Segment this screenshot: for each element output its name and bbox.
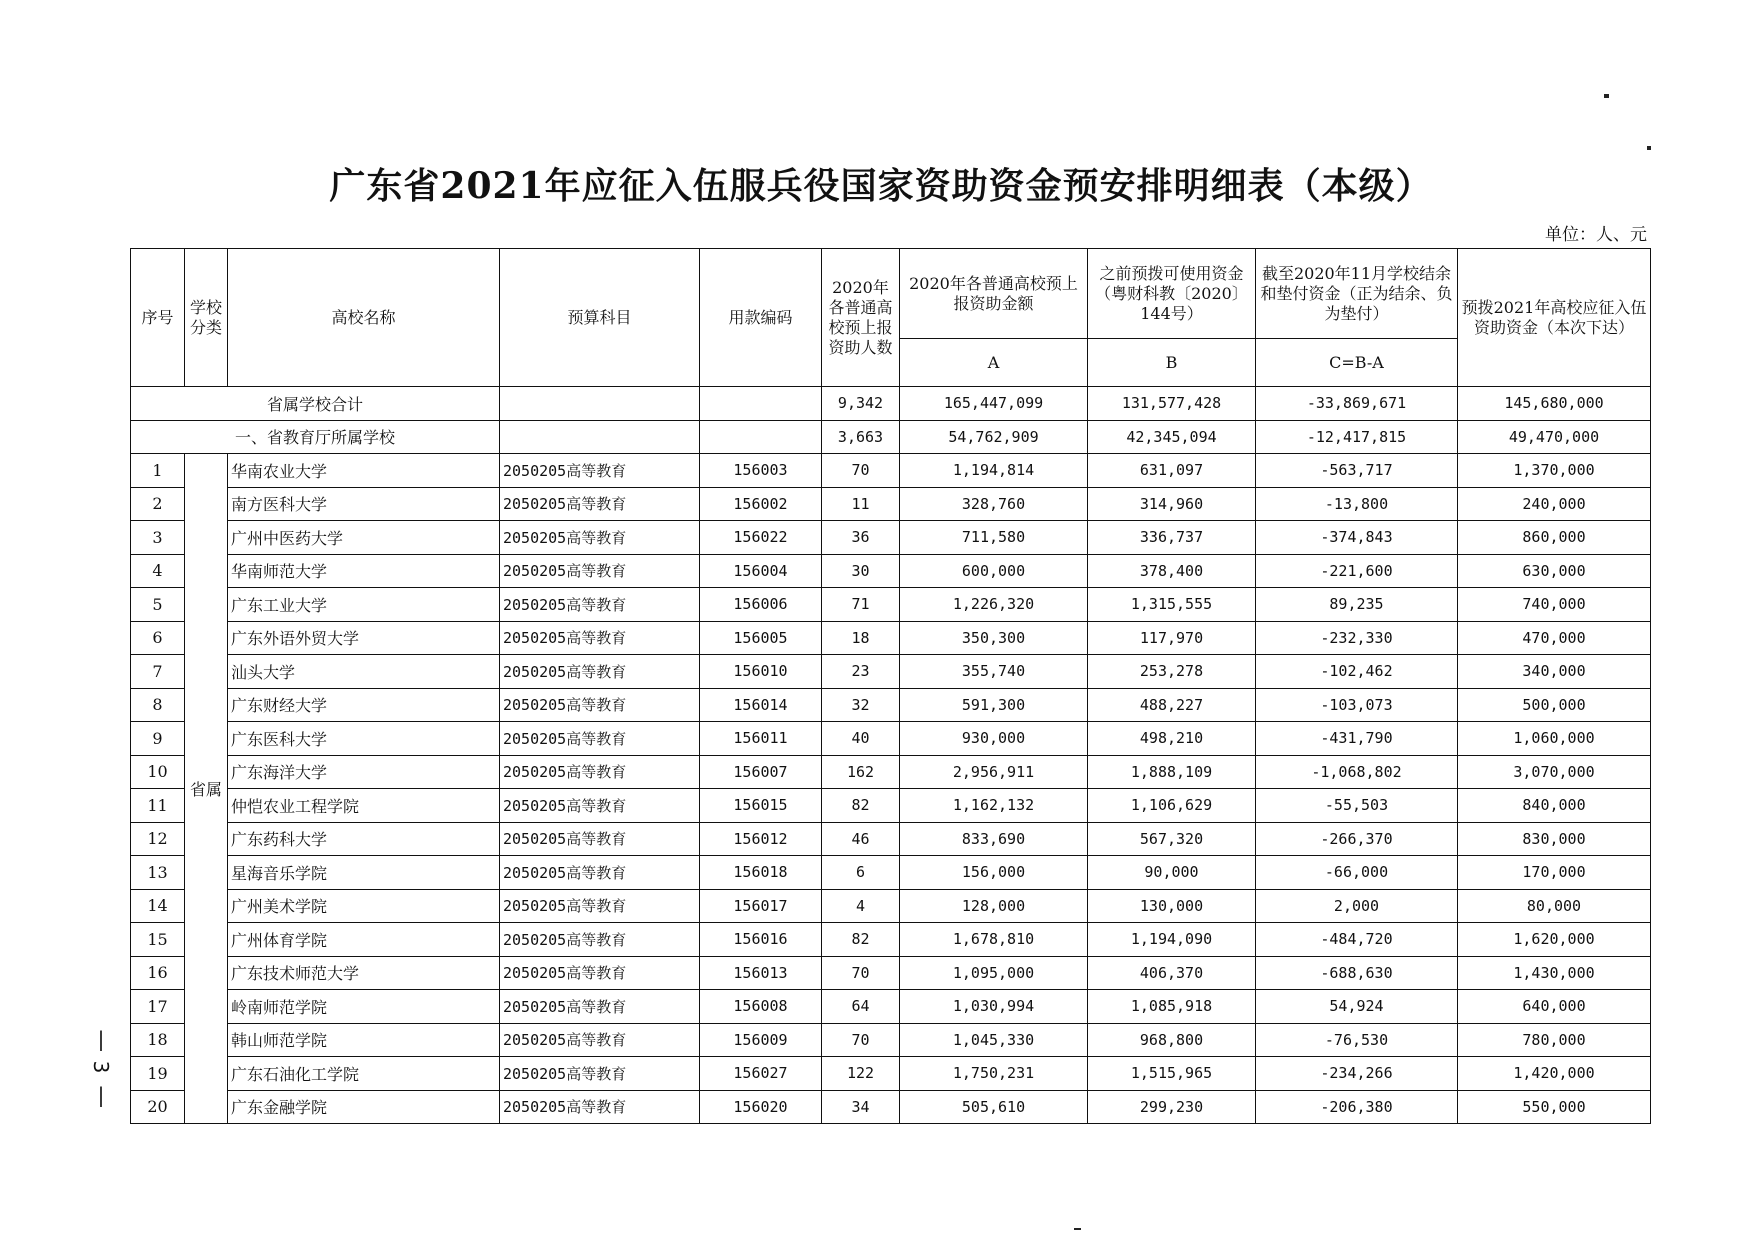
- row-amount-c: -66,000: [1256, 856, 1458, 890]
- row-amount-c: -431,790: [1256, 722, 1458, 756]
- row-count: 82: [822, 923, 900, 957]
- row-amount-d: 1,420,000: [1458, 1057, 1651, 1091]
- row-amount-c: -221,600: [1256, 554, 1458, 588]
- row-seq: 8: [131, 688, 185, 722]
- row-count: 71: [822, 588, 900, 622]
- header-count: 2020年各普通高校预上报资助人数: [822, 249, 900, 387]
- row-school: 广州体育学院: [228, 923, 500, 957]
- scan-speck: [1604, 94, 1609, 98]
- row-seq: 14: [131, 889, 185, 923]
- summary-code: [700, 420, 822, 454]
- table-row: [131, 789, 1651, 823]
- budget-table: [130, 248, 1651, 1124]
- row-amount-d: 1,620,000: [1458, 923, 1651, 957]
- row-subject: 2050205高等教育: [500, 588, 700, 622]
- row-code: 156007: [700, 755, 822, 789]
- summary-count: 9,342: [822, 387, 900, 421]
- row-amount-a: 1,030,994: [900, 990, 1088, 1024]
- row-amount-b: 631,097: [1088, 454, 1256, 488]
- row-school: 广东技术师范大学: [228, 956, 500, 990]
- table-row: [131, 688, 1651, 722]
- row-school: 广东外语外贸大学: [228, 621, 500, 655]
- header-code: 用款编码: [700, 249, 822, 387]
- row-code: 156012: [700, 822, 822, 856]
- row-amount-b: 1,106,629: [1088, 789, 1256, 823]
- row-subject: 2050205高等教育: [500, 889, 700, 923]
- row-seq: 1: [131, 454, 185, 488]
- row-count: 70: [822, 454, 900, 488]
- row-school: 仲恺农业工程学院: [228, 789, 500, 823]
- row-seq: 2: [131, 487, 185, 521]
- table-row: [131, 1090, 1651, 1124]
- row-subject: 2050205高等教育: [500, 1090, 700, 1124]
- row-amount-c: -484,720: [1256, 923, 1458, 957]
- table-row: [131, 1023, 1651, 1057]
- row-subject: 2050205高等教育: [500, 454, 700, 488]
- row-subject: 2050205高等教育: [500, 655, 700, 689]
- row-seq: 11: [131, 789, 185, 823]
- row-amount-b: 1,515,965: [1088, 1057, 1256, 1091]
- summary-amount-a: 165,447,099: [900, 387, 1088, 421]
- row-amount-c: -266,370: [1256, 822, 1458, 856]
- table-row: [131, 454, 1651, 488]
- row-count: 11: [822, 487, 900, 521]
- row-count: 40: [822, 722, 900, 756]
- row-amount-c: 89,235: [1256, 588, 1458, 622]
- row-subject: 2050205高等教育: [500, 1023, 700, 1057]
- row-amount-b: 130,000: [1088, 889, 1256, 923]
- header-amount-b: 之前预拨可使用资金（粤财科教〔2020〕144号）: [1088, 249, 1256, 339]
- row-amount-c: -232,330: [1256, 621, 1458, 655]
- row-seq: 18: [131, 1023, 185, 1057]
- row-amount-d: 500,000: [1458, 688, 1651, 722]
- header-category: 学校分类: [185, 249, 228, 387]
- row-code: 156022: [700, 521, 822, 555]
- summary-subject: [500, 387, 700, 421]
- summary-amount-b: 42,345,094: [1088, 420, 1256, 454]
- summary-row-total: [131, 387, 1651, 421]
- row-school: 广东工业大学: [228, 588, 500, 622]
- row-seq: 16: [131, 956, 185, 990]
- row-school: 广东海洋大学: [228, 755, 500, 789]
- row-code: 156027: [700, 1057, 822, 1091]
- row-amount-d: 640,000: [1458, 990, 1651, 1024]
- row-count: 70: [822, 1023, 900, 1057]
- row-code: 156013: [700, 956, 822, 990]
- row-amount-c: -55,503: [1256, 789, 1458, 823]
- row-amount-b: 1,315,555: [1088, 588, 1256, 622]
- row-amount-d: 630,000: [1458, 554, 1651, 588]
- row-subject: 2050205高等教育: [500, 822, 700, 856]
- row-code: 156014: [700, 688, 822, 722]
- table-row: [131, 990, 1651, 1024]
- table-row: [131, 487, 1651, 521]
- row-amount-c: -76,530: [1256, 1023, 1458, 1057]
- row-seq: 4: [131, 554, 185, 588]
- row-subject: 2050205高等教育: [500, 1057, 700, 1091]
- row-school: 广州中医药大学: [228, 521, 500, 555]
- row-seq: 15: [131, 923, 185, 957]
- table-row: [131, 1057, 1651, 1091]
- row-code: 156020: [700, 1090, 822, 1124]
- page-title: 广东省2021年应征入伍服兵役国家资助资金预安排明细表（本级）: [329, 165, 1433, 207]
- row-amount-d: 3,070,000: [1458, 755, 1651, 789]
- row-amount-b: 253,278: [1088, 655, 1256, 689]
- row-count: 64: [822, 990, 900, 1024]
- table-row: [131, 856, 1651, 890]
- row-count: 30: [822, 554, 900, 588]
- row-amount-c: -374,843: [1256, 521, 1458, 555]
- row-amount-b: 406,370: [1088, 956, 1256, 990]
- summary-amount-c: -33,869,671: [1256, 387, 1458, 421]
- row-amount-c: -206,380: [1256, 1090, 1458, 1124]
- row-amount-b: 1,085,918: [1088, 990, 1256, 1024]
- row-amount-a: 2,956,911: [900, 755, 1088, 789]
- header-school: 高校名称: [228, 249, 500, 387]
- header-sub-b: B: [1088, 339, 1256, 387]
- row-amount-c: -13,800: [1256, 487, 1458, 521]
- row-seq: 17: [131, 990, 185, 1024]
- row-amount-b: 1,888,109: [1088, 755, 1256, 789]
- table-row: [131, 755, 1651, 789]
- row-subject: 2050205高等教育: [500, 621, 700, 655]
- row-subject: 2050205高等教育: [500, 487, 700, 521]
- row-school: 广东药科大学: [228, 822, 500, 856]
- row-school: 华南农业大学: [228, 454, 500, 488]
- row-seq: 10: [131, 755, 185, 789]
- row-subject: 2050205高等教育: [500, 856, 700, 890]
- row-amount-d: 470,000: [1458, 621, 1651, 655]
- row-amount-c: -563,717: [1256, 454, 1458, 488]
- page-number: | 3 |: [89, 1027, 113, 1107]
- row-school: 华南师范大学: [228, 554, 500, 588]
- row-subject: 2050205高等教育: [500, 923, 700, 957]
- header-amount-d: 预拨2021年高校应征入伍资助资金（本次下达）: [1458, 249, 1651, 387]
- row-amount-a: 505,610: [900, 1090, 1088, 1124]
- row-amount-a: 1,194,814: [900, 454, 1088, 488]
- row-amount-c: -234,266: [1256, 1057, 1458, 1091]
- summary-amount-d: 145,680,000: [1458, 387, 1651, 421]
- row-amount-a: 711,580: [900, 521, 1088, 555]
- row-school: 韩山师范学院: [228, 1023, 500, 1057]
- table-row: [131, 655, 1651, 689]
- row-seq: 6: [131, 621, 185, 655]
- row-school: 广东医科大学: [228, 722, 500, 756]
- summary-subject: [500, 420, 700, 454]
- table-row: [131, 923, 1651, 957]
- row-code: 156015: [700, 789, 822, 823]
- row-amount-c: -102,462: [1256, 655, 1458, 689]
- row-code: 156016: [700, 923, 822, 957]
- header-row: [131, 249, 1651, 339]
- table-row: [131, 956, 1651, 990]
- row-amount-c: -1,068,802: [1256, 755, 1458, 789]
- table-row: [131, 822, 1651, 856]
- row-amount-b: 567,320: [1088, 822, 1256, 856]
- row-amount-d: 550,000: [1458, 1090, 1651, 1124]
- summary-amount-b: 131,577,428: [1088, 387, 1256, 421]
- scan-speck: [1074, 1228, 1081, 1230]
- row-count: 34: [822, 1090, 900, 1124]
- row-amount-c: 54,924: [1256, 990, 1458, 1024]
- row-count: 82: [822, 789, 900, 823]
- header-amount-c: 截至2020年11月学校结余和垫付资金（正为结余、负为垫付）: [1256, 249, 1458, 339]
- summary-label: 一、省教育厅所属学校: [131, 420, 500, 454]
- row-amount-d: 240,000: [1458, 487, 1651, 521]
- row-amount-a: 591,300: [900, 688, 1088, 722]
- row-amount-d: 170,000: [1458, 856, 1651, 890]
- summary-row-edu: [131, 420, 1651, 454]
- header-subject: 预算科目: [500, 249, 700, 387]
- summary-amount-d: 49,470,000: [1458, 420, 1651, 454]
- row-amount-b: 117,970: [1088, 621, 1256, 655]
- summary-code: [700, 387, 822, 421]
- row-code: 156003: [700, 454, 822, 488]
- row-count: 70: [822, 956, 900, 990]
- row-amount-a: 328,760: [900, 487, 1088, 521]
- row-amount-a: 156,000: [900, 856, 1088, 890]
- row-seq: 3: [131, 521, 185, 555]
- row-amount-a: 833,690: [900, 822, 1088, 856]
- row-school: 广东石油化工学院: [228, 1057, 500, 1091]
- row-subject: 2050205高等教育: [500, 990, 700, 1024]
- row-amount-c: -688,630: [1256, 956, 1458, 990]
- row-count: 32: [822, 688, 900, 722]
- table-row: [131, 889, 1651, 923]
- row-amount-b: 90,000: [1088, 856, 1256, 890]
- row-count: 36: [822, 521, 900, 555]
- unit-label: 单位：人、元: [1545, 225, 1647, 245]
- table-row: [131, 521, 1651, 555]
- summary-count: 3,663: [822, 420, 900, 454]
- row-amount-b: 336,737: [1088, 521, 1256, 555]
- summary-amount-c: -12,417,815: [1256, 420, 1458, 454]
- row-amount-a: 930,000: [900, 722, 1088, 756]
- row-amount-a: 128,000: [900, 889, 1088, 923]
- row-amount-d: 340,000: [1458, 655, 1651, 689]
- category-cell: 省属: [185, 454, 228, 1124]
- row-amount-a: 1,162,132: [900, 789, 1088, 823]
- row-amount-a: 1,678,810: [900, 923, 1088, 957]
- row-code: 156011: [700, 722, 822, 756]
- row-amount-d: 840,000: [1458, 789, 1651, 823]
- row-count: 46: [822, 822, 900, 856]
- row-seq: 12: [131, 822, 185, 856]
- table-row: [131, 554, 1651, 588]
- row-code: 156017: [700, 889, 822, 923]
- row-amount-c: 2,000: [1256, 889, 1458, 923]
- table-row: [131, 722, 1651, 756]
- row-amount-b: 314,960: [1088, 487, 1256, 521]
- row-amount-c: -103,073: [1256, 688, 1458, 722]
- row-amount-d: 1,060,000: [1458, 722, 1651, 756]
- row-amount-a: 1,226,320: [900, 588, 1088, 622]
- summary-amount-a: 54,762,909: [900, 420, 1088, 454]
- row-school: 星海音乐学院: [228, 856, 500, 890]
- row-school: 岭南师范学院: [228, 990, 500, 1024]
- table-row: [131, 588, 1651, 622]
- row-code: 156018: [700, 856, 822, 890]
- scan-speck: [1647, 146, 1651, 150]
- row-school: 广州美术学院: [228, 889, 500, 923]
- row-seq: 19: [131, 1057, 185, 1091]
- summary-label: 省属学校合计: [131, 387, 500, 421]
- header-sub-c: C=B-A: [1256, 339, 1458, 387]
- row-amount-a: 1,750,231: [900, 1057, 1088, 1091]
- row-amount-b: 378,400: [1088, 554, 1256, 588]
- row-amount-d: 780,000: [1458, 1023, 1651, 1057]
- row-count: 162: [822, 755, 900, 789]
- row-seq: 7: [131, 655, 185, 689]
- row-amount-d: 830,000: [1458, 822, 1651, 856]
- row-amount-b: 968,800: [1088, 1023, 1256, 1057]
- row-school: 南方医科大学: [228, 487, 500, 521]
- row-seq: 5: [131, 588, 185, 622]
- header-amount-a: 2020年各普通高校预上报资助金额: [900, 249, 1088, 339]
- row-subject: 2050205高等教育: [500, 956, 700, 990]
- row-amount-b: 488,227: [1088, 688, 1256, 722]
- row-school: 广东财经大学: [228, 688, 500, 722]
- table-row: [131, 621, 1651, 655]
- row-amount-a: 600,000: [900, 554, 1088, 588]
- row-code: 156006: [700, 588, 822, 622]
- row-subject: 2050205高等教育: [500, 789, 700, 823]
- row-count: 122: [822, 1057, 900, 1091]
- row-subject: 2050205高等教育: [500, 755, 700, 789]
- row-amount-d: 1,430,000: [1458, 956, 1651, 990]
- row-count: 6: [822, 856, 900, 890]
- row-code: 156008: [700, 990, 822, 1024]
- row-code: 156010: [700, 655, 822, 689]
- row-school: 广东金融学院: [228, 1090, 500, 1124]
- row-count: 23: [822, 655, 900, 689]
- row-amount-d: 80,000: [1458, 889, 1651, 923]
- row-subject: 2050205高等教育: [500, 521, 700, 555]
- row-amount-b: 1,194,090: [1088, 923, 1256, 957]
- row-count: 4: [822, 889, 900, 923]
- row-seq: 20: [131, 1090, 185, 1124]
- row-code: 156005: [700, 621, 822, 655]
- row-subject: 2050205高等教育: [500, 554, 700, 588]
- row-amount-d: 860,000: [1458, 521, 1651, 555]
- row-amount-d: 740,000: [1458, 588, 1651, 622]
- header-sub-a: A: [900, 339, 1088, 387]
- row-school: 汕头大学: [228, 655, 500, 689]
- row-count: 18: [822, 621, 900, 655]
- row-amount-a: 1,045,330: [900, 1023, 1088, 1057]
- row-amount-b: 498,210: [1088, 722, 1256, 756]
- row-code: 156009: [700, 1023, 822, 1057]
- row-amount-a: 1,095,000: [900, 956, 1088, 990]
- row-amount-b: 299,230: [1088, 1090, 1256, 1124]
- row-amount-d: 1,370,000: [1458, 454, 1651, 488]
- row-subject: 2050205高等教育: [500, 722, 700, 756]
- row-seq: 9: [131, 722, 185, 756]
- row-code: 156002: [700, 487, 822, 521]
- row-amount-a: 355,740: [900, 655, 1088, 689]
- row-code: 156004: [700, 554, 822, 588]
- header-seq: 序号: [131, 249, 185, 387]
- row-subject: 2050205高等教育: [500, 688, 700, 722]
- row-amount-a: 350,300: [900, 621, 1088, 655]
- row-seq: 13: [131, 856, 185, 890]
